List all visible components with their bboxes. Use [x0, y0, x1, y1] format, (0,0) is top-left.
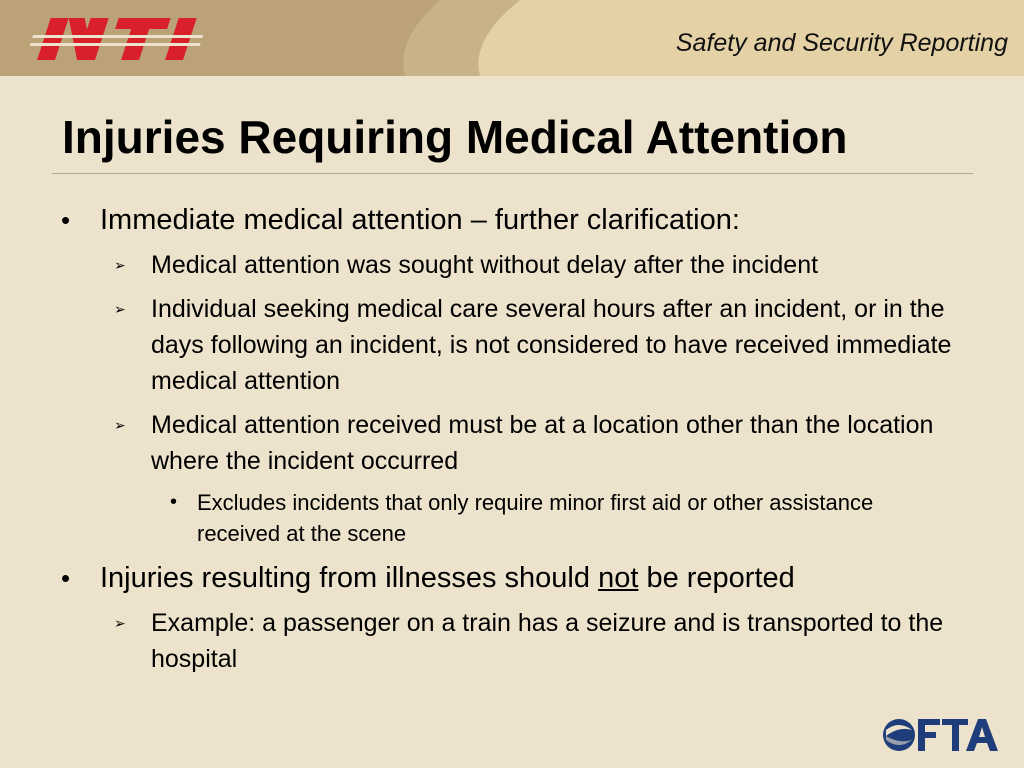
- sub-bullet-text: Example: a passenger on a train has a seizure and is transported to the hospital: [151, 609, 944, 673]
- arrowhead-icon: ➢: [114, 301, 126, 317]
- sub-sub-bullet-text: Excludes incidents that only require minor first aid or other assistance received at the scene: [197, 490, 874, 546]
- header-title: Safety and Security Reporting: [675, 29, 1008, 57]
- slide-content: [0, 202, 1024, 685]
- bullet-item: [0, 202, 1024, 238]
- arrowhead-icon: ➢: [114, 615, 126, 631]
- bullet-text: Immediate medical attention – further clarification:: [100, 204, 740, 236]
- sub-bullet-item: [0, 407, 1024, 479]
- sub-bullet-text: Medical attention received must be at a location other than the location where the incident occurred: [151, 411, 934, 475]
- arrowhead-icon: ➢: [114, 257, 126, 273]
- sub-bullet-item: [0, 291, 1024, 399]
- fta-logo: [880, 714, 1000, 761]
- sub-bullet-item: [0, 605, 1024, 677]
- bullet-text-after: be reported: [638, 562, 795, 594]
- arrowhead-icon: ➢: [114, 417, 126, 433]
- bullet-text-before: Injuries resulting from illnesses should: [100, 562, 599, 594]
- sub-sub-bullet-item: [0, 487, 1024, 549]
- sub-bullet-item: [0, 247, 1024, 283]
- header-band: [0, 0, 1024, 76]
- bullet-text-underlined: not: [598, 562, 639, 594]
- slide-title: Injuries Requiring Medical Attention: [62, 111, 848, 163]
- title-divider: [52, 173, 973, 174]
- bullet-item: [0, 560, 1024, 596]
- bullet-dot-icon: •: [61, 563, 71, 593]
- sub-bullet-text: Medical attention was sought without delay after the incident: [151, 251, 819, 279]
- bullet-dot-icon: •: [170, 491, 178, 513]
- sub-bullet-text: Individual seeking medical care several hours after an incident, or in the days following an incident, is not considered to have received immediate medical attention: [151, 295, 952, 395]
- bullet-dot-icon: •: [61, 205, 71, 235]
